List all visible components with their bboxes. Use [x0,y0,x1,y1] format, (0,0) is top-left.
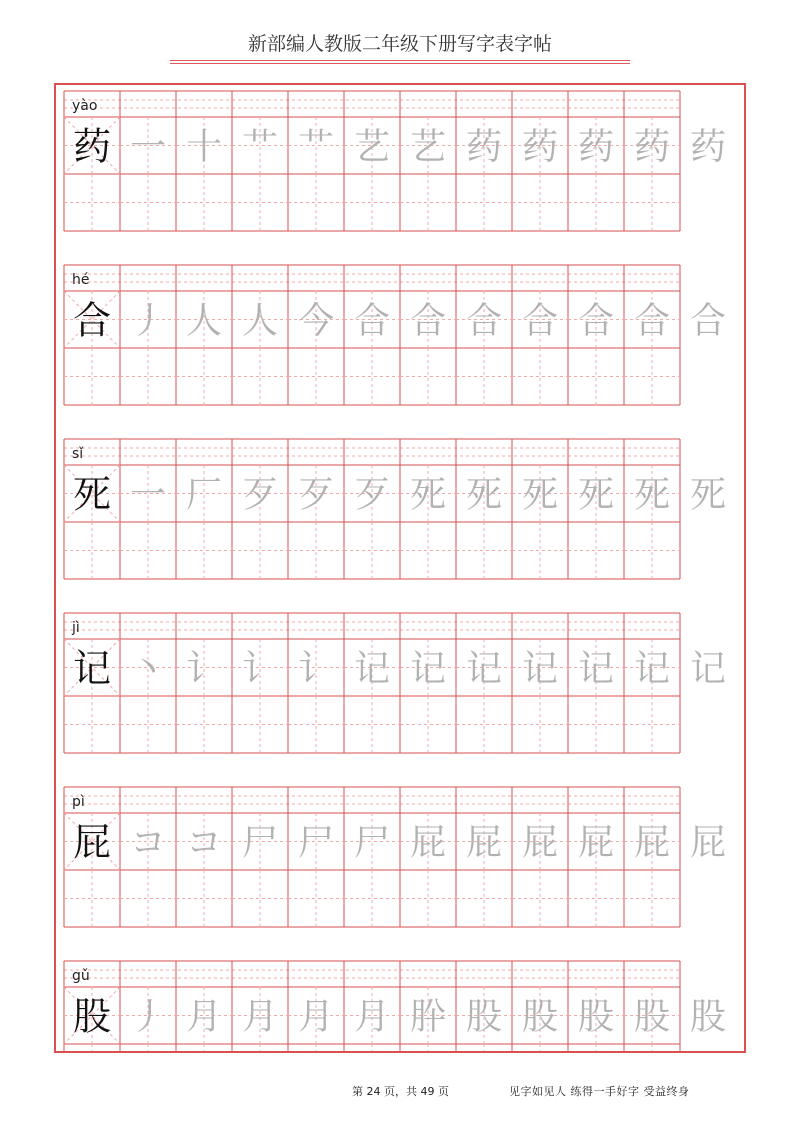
stroke-order-character: 尸 [297,822,335,864]
stroke-order-character: 药 [577,126,615,168]
stroke-order-character: 合 [353,300,391,342]
stroke-order-character: 记 [465,648,503,690]
stroke-order-character: 合 [409,300,447,342]
pinyin-label: jì [72,620,80,636]
stroke-order-character: 记 [689,648,727,690]
stroke-order-character: コ [129,822,167,864]
model-character: 记 [72,646,112,691]
pinyin-label: gǔ [72,968,90,984]
title-underline-bottom [170,63,630,64]
stroke-order-character: 药 [633,126,671,168]
stroke-order-character: 人 [241,300,279,342]
stroke-order-character: 合 [689,300,727,342]
stroke-order-character: 一 [129,474,167,516]
stroke-order-character: 人 [185,300,223,342]
stroke-order-character: 厂 [185,474,223,516]
stroke-order-character: 药 [465,126,503,168]
stroke-order-character: 月 [297,996,335,1038]
stroke-order-character: 一 [129,126,167,168]
pinyin-label: hé [72,272,90,288]
model-character: 死 [72,472,112,517]
stroke-order-character: 死 [465,474,503,516]
stroke-order-character: 艹 [241,126,279,168]
stroke-order-character: 丶 [129,648,167,690]
stroke-order-character: 丿 [129,300,167,342]
stroke-order-character: 合 [465,300,503,342]
stroke-order-character: 月 [353,996,391,1038]
writing-grid [56,85,744,1051]
stroke-order-character: 记 [633,648,671,690]
stroke-order-character: 股 [577,996,615,1038]
model-character: 合 [72,298,112,343]
stroke-order-character: 药 [689,126,727,168]
stroke-order-character: 讠 [241,648,279,690]
stroke-order-character: 艺 [353,126,391,168]
stroke-order-character: 月 [241,996,279,1038]
stroke-order-character: 股 [689,996,727,1038]
model-character: 屁 [72,820,112,865]
stroke-order-character: 屁 [521,822,559,864]
stroke-order-character: 股 [633,996,671,1038]
stroke-order-character: 丿 [129,996,167,1038]
stroke-order-character: 歹 [241,474,279,516]
stroke-order-character: 尸 [241,822,279,864]
stroke-order-character: 屁 [465,822,503,864]
stroke-order-character: 尸 [353,822,391,864]
stroke-order-character: 十 [185,126,223,168]
stroke-order-character: 记 [409,648,447,690]
stroke-order-character: 屁 [633,822,671,864]
stroke-order-character: 死 [577,474,615,516]
stroke-order-character: 今 [297,300,335,342]
stroke-order-character: 股 [521,996,559,1038]
stroke-order-character: 艺 [409,126,447,168]
footer-motto: 见字如见人 练得一手好字 受益终身 [509,1085,690,1098]
stroke-order-character: 股 [465,996,503,1038]
stroke-order-character: 肸 [409,996,447,1038]
stroke-order-character: 月 [185,996,223,1038]
page-title: 新部编人教版二年级下册写字表字帖 [247,33,552,55]
practice-sheet [54,83,746,1053]
model-character: 股 [72,994,112,1039]
pinyin-label: yào [72,98,98,114]
model-character: 药 [72,124,112,169]
stroke-order-character: 合 [577,300,615,342]
page-number: 第 24 页，共 49 页 [352,1085,449,1098]
stroke-order-character: 讠 [297,648,335,690]
stroke-order-character: 死 [409,474,447,516]
stroke-order-character: 药 [521,126,559,168]
stroke-order-character: 记 [353,648,391,690]
title-underline-top [170,60,630,61]
stroke-order-character: 歹 [353,474,391,516]
stroke-order-character: 屁 [577,822,615,864]
pinyin-label: sǐ [72,446,84,462]
stroke-order-character: 歹 [297,474,335,516]
stroke-order-character: 艹 [297,126,335,168]
stroke-order-character: 屁 [689,822,727,864]
stroke-order-character: 死 [633,474,671,516]
stroke-order-character: 讠 [185,648,223,690]
stroke-order-character: 死 [689,474,727,516]
stroke-order-character: コ [185,822,223,864]
stroke-order-character: 屁 [409,822,447,864]
pinyin-label: pì [72,794,85,810]
stroke-order-character: 合 [521,300,559,342]
stroke-order-character: 记 [577,648,615,690]
stroke-order-character: 合 [633,300,671,342]
stroke-order-character: 死 [521,474,559,516]
stroke-order-character: 记 [521,648,559,690]
